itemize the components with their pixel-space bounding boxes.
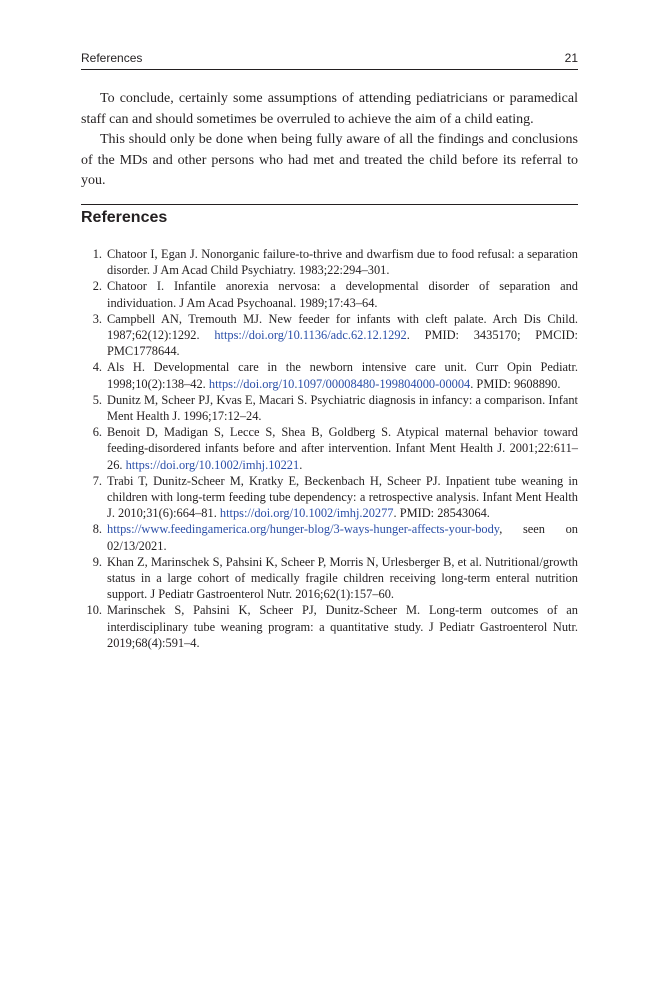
reference-text: [107, 246, 578, 278]
body-paragraph: To conclude, certainly some assumptions of attending pediatricians or paramedical staff can and should sometimes be overruled to achieve the aim of a child eating.: [81, 91, 578, 127]
reference-citation: Chatoor I. Infantile anorexia nervosa: a developmental disorder of separation and individuation. J Am Acad Psychoanal. 1989;17:43–64.: [107, 279, 578, 310]
reference-link[interactable]: https://doi.org/10.1136/adc.62.12.1292: [214, 328, 407, 343]
reference-item: [81, 602, 578, 651]
reference-text: [107, 554, 578, 603]
running-header-section: References: [81, 51, 143, 65]
reference-number: 1.: [92, 247, 102, 261]
reference-number: 6.: [92, 425, 102, 440]
reference-item: [81, 311, 578, 360]
reference-item: [81, 278, 578, 310]
body-text: [81, 89, 578, 192]
reference-suffix: , seen on 02/13/2021.: [107, 522, 578, 553]
reference-item: [81, 392, 578, 424]
reference-citation: Campbell AN, Tremouth MJ. New feeder for infants with cleft palate. Arch Dis Child. 1987;62(12):1292.: [107, 311, 578, 343]
reference-item: [81, 473, 578, 522]
reference-text: [107, 521, 578, 553]
reference-text: [107, 359, 578, 391]
body-paragraph: This should only be done when being fully aware of all the findings and conclusions of the MDs and other persons who had met and treated the child before its referral to you.: [81, 132, 578, 188]
section-divider: [81, 204, 578, 205]
reference-suffix: . PMID: 28543064.: [393, 506, 490, 521]
reference-link[interactable]: https://doi.org/10.1002/imhj.10221: [125, 457, 300, 472]
reference-link[interactable]: https://doi.org/10.1097/00008480-199804000-00004: [208, 376, 471, 391]
reference-citation: Dunitz M, Scheer PJ, Kvas E, Macari S. Psychiatric diagnosis in infancy: a comparison. Infant Ment Health J. 1996;17:12–24.: [107, 392, 578, 424]
reference-item: [81, 359, 578, 391]
reference-number: 10.: [86, 603, 102, 618]
reference-link[interactable]: https://www.feedingamerica.org/hunger-blog/3-ways-hunger-affects-your-body: [107, 522, 500, 537]
reference-suffix: .: [299, 457, 303, 472]
running-header: [81, 50, 578, 70]
reference-citation: Chatoor I, Egan J. Nonorganic failure-to-thrive and dwarfism due to food refusal: a separation disorder. J Am Acad Child Psychiatry. 1983;22:294–301.: [107, 247, 578, 278]
reference-text: [107, 602, 578, 651]
reference-suffix: . PMID: 3435170; PMCID: PMC1778644.: [107, 328, 578, 359]
reference-list: [81, 246, 578, 651]
reference-number: 2.: [92, 279, 102, 294]
reference-item: [81, 554, 578, 603]
reference-citation: Benoit D, Madigan S, Lecce S, Shea B, Goldberg S. Atypical maternal behavior toward feeding-disordered infants before and after intervention. Infant Ment Health J. 2001;22:611–26.: [107, 425, 578, 472]
reference-text: [107, 278, 578, 310]
reference-number: 3.: [92, 311, 102, 326]
reference-suffix: . PMID: 9608890.: [470, 376, 561, 391]
reference-number: 5.: [92, 392, 102, 407]
reference-number: 8.: [92, 522, 102, 537]
reference-citation: Marinschek S, Pahsini K, Scheer PJ, Dunitz-Scheer M. Long-term outcomes of an interdisciplinary tube weaning program: a quantitative study. J Pediatr Gastroenterol Nutr. 2019;68(4):591–4.: [107, 603, 578, 650]
reference-number: 4.: [92, 360, 102, 375]
reference-link[interactable]: https://doi.org/10.1002/imhj.20277: [219, 506, 394, 521]
reference-citation: Als H. Developmental care in the newborn intensive care unit. Curr Opin Pediatr. 1998;10(2):138–42.: [107, 360, 578, 391]
reference-citation: Khan Z, Marinschek S, Pahsini K, Scheer P, Morris N, Urlesberger B, et al. Nutritional/growth status in a large cohort of medically fragile children receiving long-term enteral nutrition support. J Pediatr Gastroenterol Nutr. 2016;62(1):157–60.: [107, 554, 578, 602]
reference-text: [107, 473, 578, 522]
reference-text: [107, 311, 578, 360]
reference-item: [81, 246, 578, 278]
section-title: References: [81, 209, 168, 226]
reference-item: [81, 424, 578, 473]
reference-text: [107, 424, 578, 473]
reference-number: 9.: [92, 554, 102, 569]
reference-number: 7.: [92, 473, 102, 488]
page-number: 21: [564, 51, 578, 65]
reference-item: [81, 521, 578, 553]
reference-text: [107, 392, 578, 424]
reference-citation: Trabi T, Dunitz-Scheer M, Kratky E, Beckenbach H, Scheer PJ. Inpatient tube weaning in children with long-term feeding tube dependency: a retrospective analysis. Infant Ment Health J. 2010;31(6):664–81.: [107, 473, 578, 521]
